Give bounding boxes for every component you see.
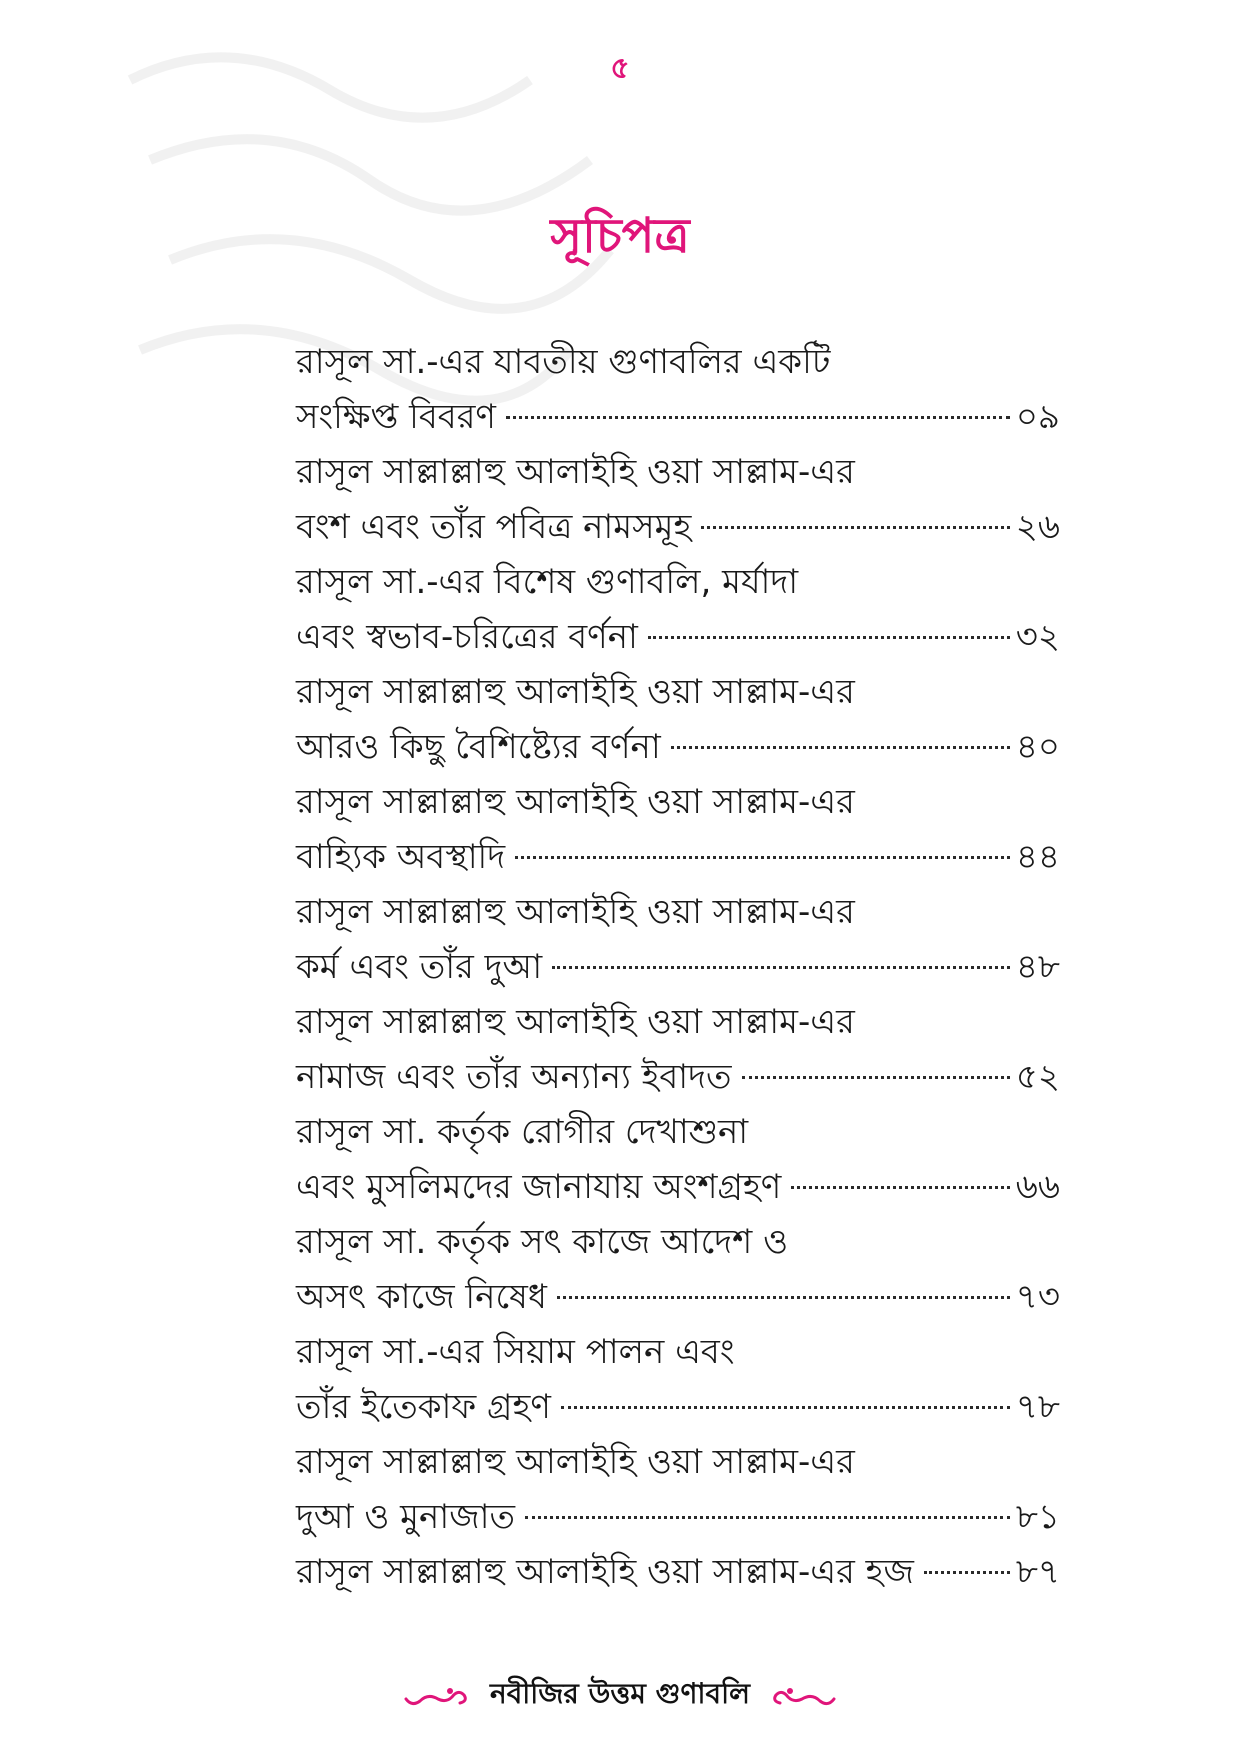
footer bbox=[0, 1672, 1240, 1719]
toc-entry-title-line2: দুআ ও মুনাজাত bbox=[296, 1497, 515, 1537]
toc-entry[interactable] bbox=[296, 1105, 1060, 1215]
toc-entry-title-line1: রাসূল সাল্লাল্লাহু আলাইহি ওয়া সাল্লাম-এর bbox=[296, 782, 855, 822]
toc-entry-title-line2: বাহ্যিক অবস্থাদি bbox=[296, 837, 506, 877]
toc-entry-final-line bbox=[296, 1160, 1060, 1215]
toc-entry-title-line1: রাসূল সা.-এর বিশেষ গুণাবলি, মর্যাদা bbox=[296, 562, 799, 602]
toc-entry-final-line bbox=[296, 1490, 1060, 1545]
dot-leader bbox=[506, 416, 1010, 419]
toc-entry[interactable] bbox=[296, 1325, 1060, 1435]
toc-page-number: ৫২ bbox=[1015, 1057, 1060, 1097]
toc-page-number: ৪৮ bbox=[1015, 947, 1060, 987]
toc-entry-title-line2: এবং মুসলিমদের জানাযায় অংশগ্রহণ bbox=[296, 1167, 782, 1207]
toc-entry-final-line bbox=[296, 610, 1060, 665]
toc-entry-title-line1: রাসূল সা.-এর যাবতীয় গুণাবলির একটি bbox=[296, 342, 831, 382]
toc-entry-title-line1: রাসূল সাল্লাল্লাহু আলাইহি ওয়া সাল্লাম-এর bbox=[296, 1442, 855, 1482]
dot-leader bbox=[515, 856, 1010, 859]
right-ornament-icon bbox=[768, 1681, 838, 1711]
toc-entry-title-line2: নামাজ এবং তাঁর অন্যান্য ইবাদত bbox=[296, 1057, 732, 1097]
toc-page-number: ৭৩ bbox=[1015, 1277, 1060, 1317]
toc-entry-title-line1: রাসূল সা. কর্তৃক সৎ কাজে আদেশ ও bbox=[296, 1222, 789, 1262]
dot-leader bbox=[924, 1571, 1010, 1574]
toc-entry-title-line1: রাসূল সাল্লাল্লাহু আলাইহি ওয়া সাল্লাম-এর bbox=[296, 452, 855, 492]
toc-entry-title-line2: সংক্ষিপ্ত বিবরণ bbox=[296, 397, 496, 437]
dot-leader bbox=[671, 746, 1010, 749]
dot-leader bbox=[701, 526, 1009, 529]
toc-page-number: ৩২ bbox=[1015, 617, 1060, 657]
toc-page-number: ৪৪ bbox=[1015, 837, 1060, 877]
dot-leader bbox=[525, 1516, 1010, 1519]
toc-page-number: ৮১ bbox=[1015, 1497, 1060, 1537]
toc-entry-final-line bbox=[296, 720, 1060, 775]
toc-entry-final-line bbox=[296, 500, 1060, 555]
toc-entry-final-line bbox=[296, 1050, 1060, 1105]
toc-entry-final-line bbox=[296, 940, 1060, 995]
toc-entry-title-line1: রাসূল সাল্লাল্লাহু আলাইহি ওয়া সাল্লাম-এর bbox=[296, 672, 855, 712]
toc-entry[interactable] bbox=[296, 775, 1060, 885]
dot-leader bbox=[648, 636, 1010, 639]
toc-entry[interactable] bbox=[296, 665, 1060, 775]
toc-entry-title-line1: রাসূল সা. কর্তৃক রোগীর দেখাশুনা bbox=[296, 1112, 749, 1152]
toc-entry-title-line1: রাসূল সা.-এর সিয়াম পালন এবং bbox=[296, 1332, 735, 1372]
toc-entry-title-line2: কর্ম এবং তাঁর দুআ bbox=[296, 947, 543, 987]
toc-entry[interactable] bbox=[296, 1435, 1060, 1545]
left-ornament-icon bbox=[402, 1681, 472, 1711]
dot-leader bbox=[552, 966, 1010, 969]
toc-page-number: ০৯ bbox=[1015, 397, 1060, 437]
toc-entry[interactable] bbox=[296, 555, 1060, 665]
dot-leader bbox=[557, 1296, 1010, 1299]
toc-page-number: ৬৬ bbox=[1015, 1167, 1060, 1207]
toc-entry[interactable] bbox=[296, 995, 1060, 1105]
table-of-contents bbox=[296, 335, 1060, 1600]
toc-entry-final-line bbox=[296, 1270, 1060, 1325]
toc-entry[interactable] bbox=[296, 1545, 1060, 1600]
toc-title: সূচিপত্র bbox=[550, 208, 690, 264]
toc-entry[interactable] bbox=[296, 445, 1060, 555]
page-number: ৫ bbox=[610, 51, 630, 86]
toc-page-number: ২৬ bbox=[1015, 507, 1060, 547]
dot-leader bbox=[561, 1406, 1010, 1409]
toc-entry[interactable] bbox=[296, 335, 1060, 445]
toc-entry[interactable] bbox=[296, 1215, 1060, 1325]
toc-page-number: ৭৮ bbox=[1015, 1387, 1060, 1427]
toc-page-number: ৪০ bbox=[1015, 727, 1060, 767]
toc-entry-title-line2: তাঁর ইতেকাফ গ্রহণ bbox=[296, 1387, 551, 1427]
toc-entry-title-line2: বংশ এবং তাঁর পবিত্র নামসমূহ bbox=[296, 507, 692, 547]
dot-leader bbox=[742, 1076, 1010, 1079]
dot-leader bbox=[791, 1186, 1009, 1189]
toc-entry-title-line2: অসৎ কাজে নিষেধ bbox=[296, 1277, 547, 1317]
toc-entry-title-line2: আরও কিছু বৈশিষ্ট্যের বর্ণনা bbox=[296, 727, 661, 767]
toc-entry[interactable] bbox=[296, 885, 1060, 995]
toc-entry-title-line1: রাসূল সাল্লাল্লাহু আলাইহি ওয়া সাল্লাম-এর bbox=[296, 892, 855, 932]
toc-entry-title-line2: এবং স্বভাব-চরিত্রের বর্ণনা bbox=[296, 617, 638, 657]
toc-entry-final-line bbox=[296, 390, 1060, 445]
toc-entry-final-line bbox=[296, 1545, 1060, 1600]
toc-entry-title: রাসূল সাল্লাল্লাহু আলাইহি ওয়া সাল্লাম-এর হজ bbox=[296, 1552, 914, 1592]
toc-entry-final-line bbox=[296, 1380, 1060, 1435]
toc-entry-title-line1: রাসূল সাল্লাল্লাহু আলাইহি ওয়া সাল্লাম-এর bbox=[296, 1002, 855, 1042]
toc-page-number: ৮৭ bbox=[1015, 1552, 1060, 1592]
toc-entry-final-line bbox=[296, 830, 1060, 885]
book-title-footer: নবীজির উত্তম গুণাবলি bbox=[490, 1677, 750, 1710]
